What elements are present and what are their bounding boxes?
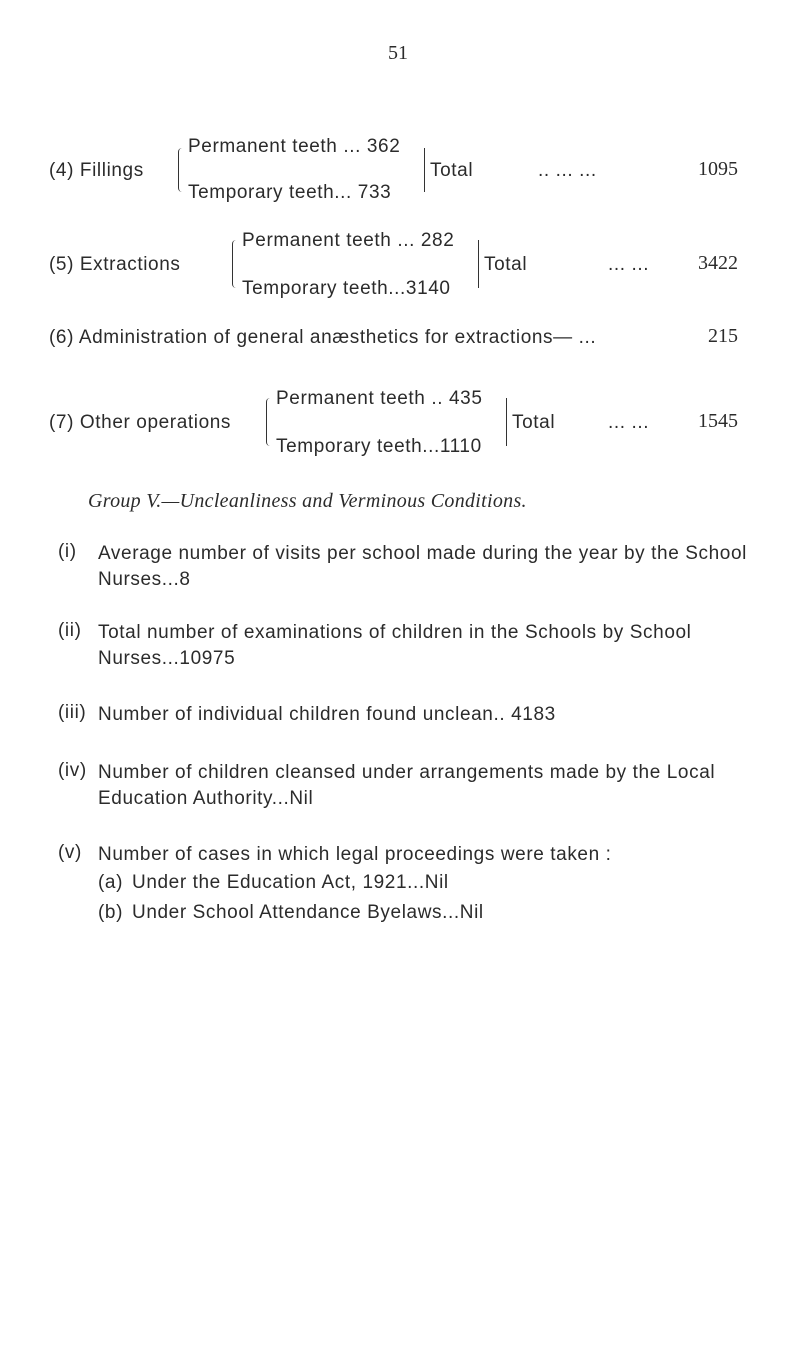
leader-dots: ... ... bbox=[608, 254, 650, 275]
temporary-teeth-line: Temporary teeth...3140 bbox=[242, 278, 451, 299]
right-brace bbox=[420, 148, 425, 192]
item-text: Total number of examinations of children in the Schools by School Nurses...10975 bbox=[98, 622, 692, 669]
right-brace bbox=[474, 240, 479, 288]
total-label: Total bbox=[430, 160, 474, 181]
item-text: Under the Education Act, 1921...Nil bbox=[132, 872, 449, 893]
item-text: Under School Attendance Byelaws...Nil bbox=[132, 902, 484, 923]
item-label: (6) Administration of general anæsthetics for extractions— ... bbox=[49, 327, 597, 348]
left-brace bbox=[178, 148, 183, 192]
item-number: (i) bbox=[58, 541, 77, 562]
item-number: (ii) bbox=[58, 620, 82, 641]
item-text: Average number of visits per school made during the year by the School Nurses...8 bbox=[98, 543, 747, 590]
item-text: Number of children cleansed under arrangements made by the Local Education Authority...Nil bbox=[98, 762, 716, 809]
temporary-teeth-line: Temporary teeth... 733 bbox=[188, 182, 392, 203]
item-label: (5) Extractions bbox=[49, 254, 181, 275]
page-number: 51 bbox=[388, 42, 408, 64]
item-value: 1095 bbox=[698, 158, 738, 180]
temporary-teeth-line: Temporary teeth...1110 bbox=[276, 436, 482, 457]
left-brace bbox=[266, 398, 271, 446]
permanent-teeth-line: Permanent teeth ... 362 bbox=[188, 136, 401, 157]
leader-dots: ... ... bbox=[608, 412, 650, 433]
item-number: (a) bbox=[98, 872, 124, 893]
group-heading: Group V.—Uncleanliness and Verminous Conditions. bbox=[88, 490, 527, 512]
item-value: 215 bbox=[708, 325, 738, 347]
item-value: 1545 bbox=[698, 410, 738, 432]
item-value: 3422 bbox=[698, 252, 738, 274]
item-label: (4) Fillings bbox=[49, 160, 144, 181]
item-number: (v) bbox=[58, 842, 82, 863]
item-text: Number of cases in which legal proceedings were taken : bbox=[98, 844, 612, 865]
total-label: Total bbox=[484, 254, 528, 275]
item-number: (iv) bbox=[58, 760, 87, 781]
leader-dots: .. ... ... bbox=[538, 160, 597, 181]
total-label: Total bbox=[512, 412, 556, 433]
item-number: (b) bbox=[98, 902, 124, 923]
item-label: (7) Other operations bbox=[49, 412, 232, 433]
left-brace bbox=[232, 240, 237, 288]
item-text: Number of individual children found unclean.. 4183 bbox=[98, 704, 556, 725]
right-brace bbox=[502, 398, 507, 446]
item-number: (iii) bbox=[58, 702, 87, 723]
permanent-teeth-line: Permanent teeth ... 282 bbox=[242, 230, 455, 251]
permanent-teeth-line: Permanent teeth .. 435 bbox=[276, 388, 483, 409]
